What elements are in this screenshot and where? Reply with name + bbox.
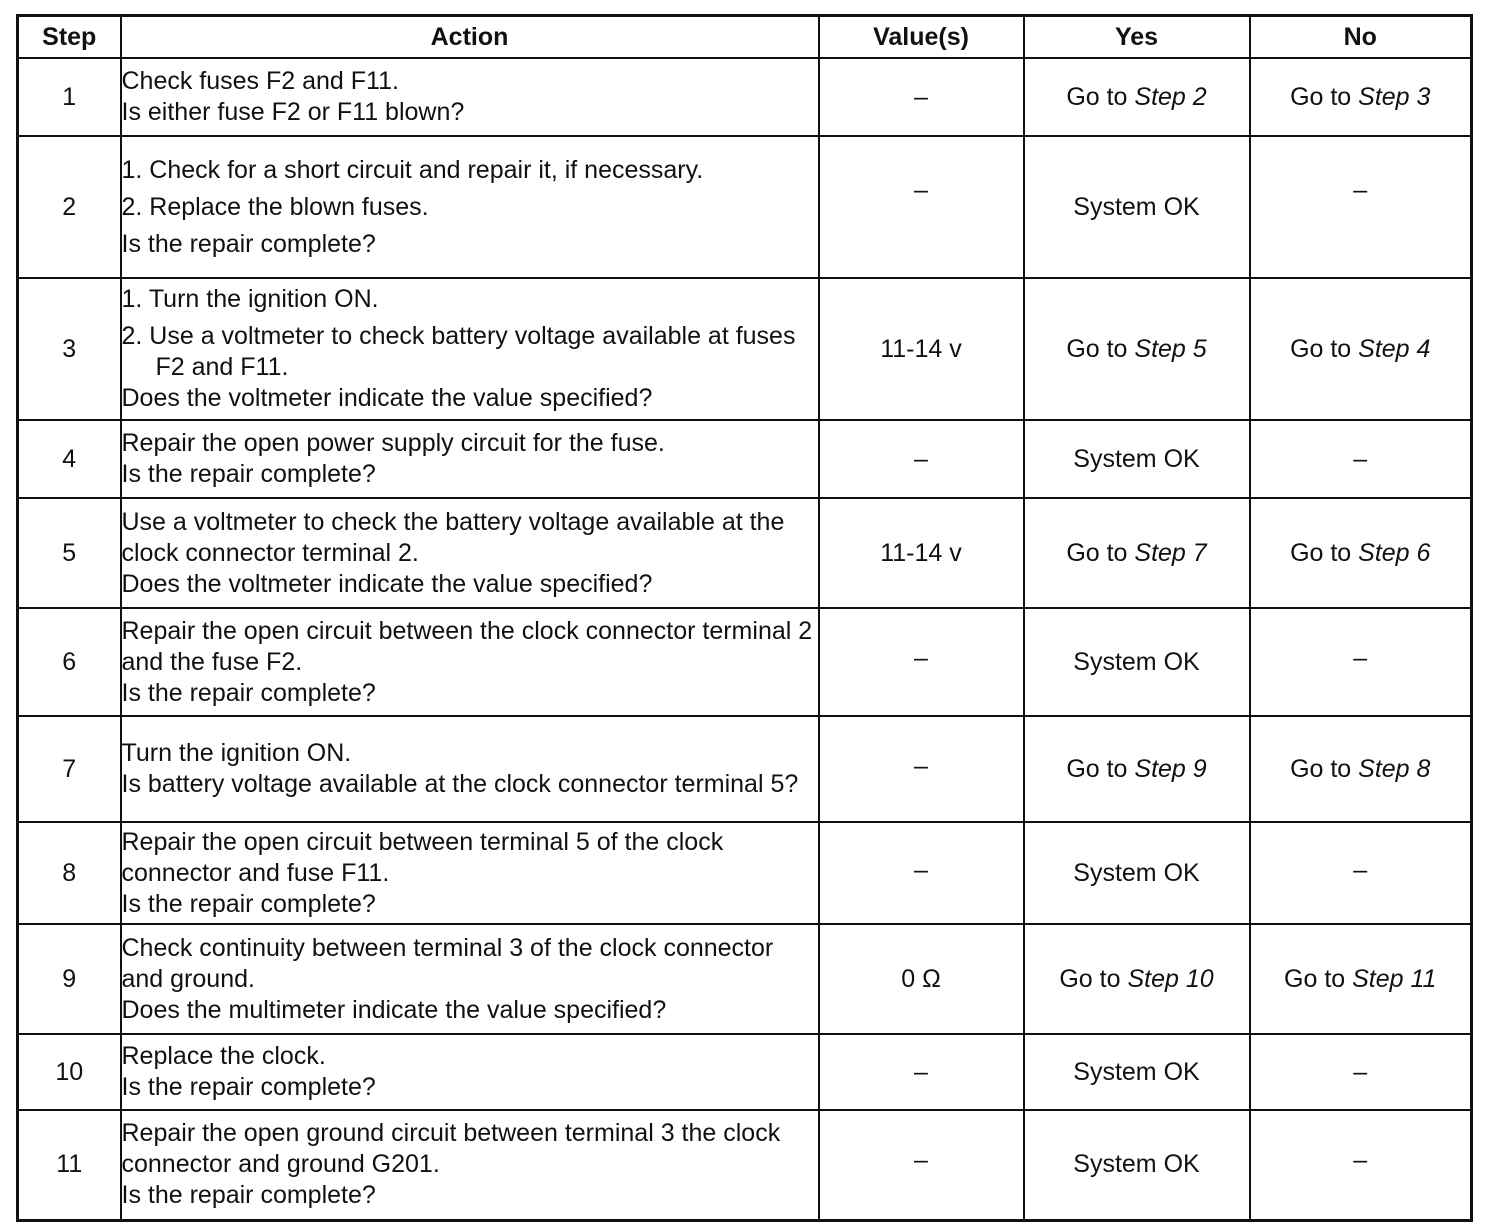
value-cell: – — [819, 58, 1024, 136]
step-number: 6 — [18, 608, 121, 716]
header-step: Step — [18, 16, 121, 59]
action-line: Is the repair complete? — [121, 1073, 376, 1101]
action-line: Is the repair complete? — [121, 678, 376, 707]
yes-cell — [1024, 716, 1250, 822]
table-row — [18, 136, 1472, 278]
action-line: Replace the clock. — [121, 1042, 326, 1070]
action-line: Repair the open ground circuit between terminal 3 the clock connector and ground G201. — [121, 1119, 781, 1179]
action-cell — [121, 136, 819, 278]
header-no: No — [1250, 16, 1472, 59]
no-cell: – — [1250, 420, 1472, 498]
no-cell: – — [1250, 136, 1472, 278]
no-cell: – — [1250, 608, 1472, 716]
goto-prefix: Go to — [1290, 538, 1359, 567]
goto-step: Step 2 — [1134, 82, 1207, 111]
action-line: Does the multimeter indicate the value specified? — [121, 995, 667, 1024]
action-line: Is battery voltage available at the clock connector terminal 5? — [121, 770, 799, 798]
table-row — [18, 608, 1472, 716]
value-cell: – — [819, 608, 1024, 716]
action-line: Is either fuse F2 or F11 blown? — [121, 98, 465, 126]
table-row — [18, 822, 1472, 924]
header-row — [18, 16, 1472, 59]
step-number: 5 — [18, 498, 121, 608]
goto-step: Step 5 — [1134, 334, 1207, 363]
no-cell — [1250, 58, 1472, 136]
step-number: 8 — [18, 822, 121, 924]
header-yes: Yes — [1024, 16, 1250, 59]
no-cell: – — [1250, 1034, 1472, 1110]
no-cell — [1250, 716, 1472, 822]
action-cell — [121, 1110, 819, 1220]
step-number: 9 — [18, 924, 121, 1034]
value-cell: 11-14 v — [819, 278, 1024, 420]
action-line: Repair the open circuit between the clock connector terminal 2 and the fuse F2. — [121, 616, 813, 676]
header-action: Action — [121, 16, 819, 59]
goto-prefix: Go to — [1059, 964, 1128, 993]
action-line: 2. Use a voltmeter to check battery voltage available at fuses F2 and F11. — [121, 322, 796, 381]
goto-prefix: Go to — [1066, 754, 1135, 783]
value-cell: 11-14 v — [819, 498, 1024, 608]
value-cell: – — [819, 420, 1024, 498]
goto-step: Step 10 — [1127, 964, 1214, 993]
action-line: Is the repair complete? — [121, 889, 376, 918]
action-cell — [121, 924, 819, 1034]
action-line: Repair the open circuit between terminal 5 of the clock connector and fuse F11. — [121, 827, 724, 887]
yes-cell: System OK — [1024, 1034, 1250, 1110]
goto-prefix: Go to — [1066, 82, 1135, 111]
action-line: 2. Replace the blown fuses. — [121, 192, 429, 221]
action-line: Repair the open power supply circuit for the fuse. — [121, 429, 665, 457]
table-row — [18, 420, 1472, 498]
action-cell — [121, 1034, 819, 1110]
yes-cell: System OK — [1024, 136, 1250, 278]
step-number: 7 — [18, 716, 121, 822]
step-number: 11 — [18, 1110, 121, 1220]
table-row — [18, 498, 1472, 608]
yes-cell — [1024, 924, 1250, 1034]
goto-step: Step 4 — [1358, 334, 1431, 363]
action-line: Is the repair complete? — [121, 1181, 376, 1210]
action-line: Turn the ignition ON. — [121, 739, 352, 767]
yes-cell: System OK — [1024, 420, 1250, 498]
step-number: 4 — [18, 420, 121, 498]
action-line: Is the repair complete? — [121, 229, 376, 258]
diagnostic-table — [16, 14, 1473, 1222]
yes-cell — [1024, 58, 1250, 136]
step-number: 10 — [18, 1034, 121, 1110]
action-line: Is the repair complete? — [121, 460, 376, 488]
step-number: 3 — [18, 278, 121, 420]
goto-step: Step 8 — [1358, 754, 1431, 783]
action-cell — [121, 278, 819, 420]
goto-prefix: Go to — [1066, 334, 1135, 363]
yes-cell — [1024, 498, 1250, 608]
no-cell: – — [1250, 1110, 1472, 1220]
action-line: Check continuity between terminal 3 of the clock connector and ground. — [121, 933, 774, 993]
table-row — [18, 1110, 1472, 1220]
table-row — [18, 278, 1472, 420]
action-line: Check fuses F2 and F11. — [121, 67, 399, 95]
action-cell — [121, 58, 819, 136]
goto-prefix: Go to — [1066, 538, 1135, 567]
action-line: Does the voltmeter indicate the value specified? — [121, 384, 653, 412]
goto-prefix: Go to — [1290, 334, 1359, 363]
no-cell: – — [1250, 822, 1472, 924]
table-row — [18, 924, 1472, 1034]
value-cell: – — [819, 716, 1024, 822]
action-cell — [121, 420, 819, 498]
yes-cell — [1024, 278, 1250, 420]
value-cell: – — [819, 822, 1024, 924]
value-cell: 0 Ω — [819, 924, 1024, 1034]
table-row — [18, 58, 1472, 136]
no-cell — [1250, 924, 1472, 1034]
header-values: Value(s) — [819, 16, 1024, 59]
value-cell: – — [819, 136, 1024, 278]
yes-cell: System OK — [1024, 822, 1250, 924]
value-cell: – — [819, 1034, 1024, 1110]
action-line: 1. Check for a short circuit and repair it, if necessary. — [121, 155, 704, 184]
goto-prefix: Go to — [1290, 754, 1359, 783]
value-cell: – — [819, 1110, 1024, 1220]
goto-step: Step 3 — [1358, 82, 1431, 111]
action-line: Does the voltmeter indicate the value specified? — [121, 569, 653, 598]
action-line: 1. Turn the ignition ON. — [121, 285, 379, 313]
action-cell — [121, 716, 819, 822]
step-number: 1 — [18, 58, 121, 136]
goto-step: Step 7 — [1134, 538, 1207, 567]
action-cell — [121, 822, 819, 924]
yes-cell: System OK — [1024, 1110, 1250, 1220]
no-cell — [1250, 498, 1472, 608]
no-cell — [1250, 278, 1472, 420]
goto-step: Step 9 — [1134, 754, 1207, 783]
goto-step: Step 11 — [1352, 964, 1437, 993]
step-number: 2 — [18, 136, 121, 278]
goto-step: Step 6 — [1358, 538, 1431, 567]
goto-prefix: Go to — [1284, 964, 1353, 993]
goto-prefix: Go to — [1290, 82, 1359, 111]
table-row — [18, 1034, 1472, 1110]
table-row — [18, 716, 1472, 822]
action-line: Use a voltmeter to check the battery voltage available at the clock connector terminal 2. — [121, 507, 785, 567]
yes-cell: System OK — [1024, 608, 1250, 716]
action-cell — [121, 498, 819, 608]
action-cell — [121, 608, 819, 716]
